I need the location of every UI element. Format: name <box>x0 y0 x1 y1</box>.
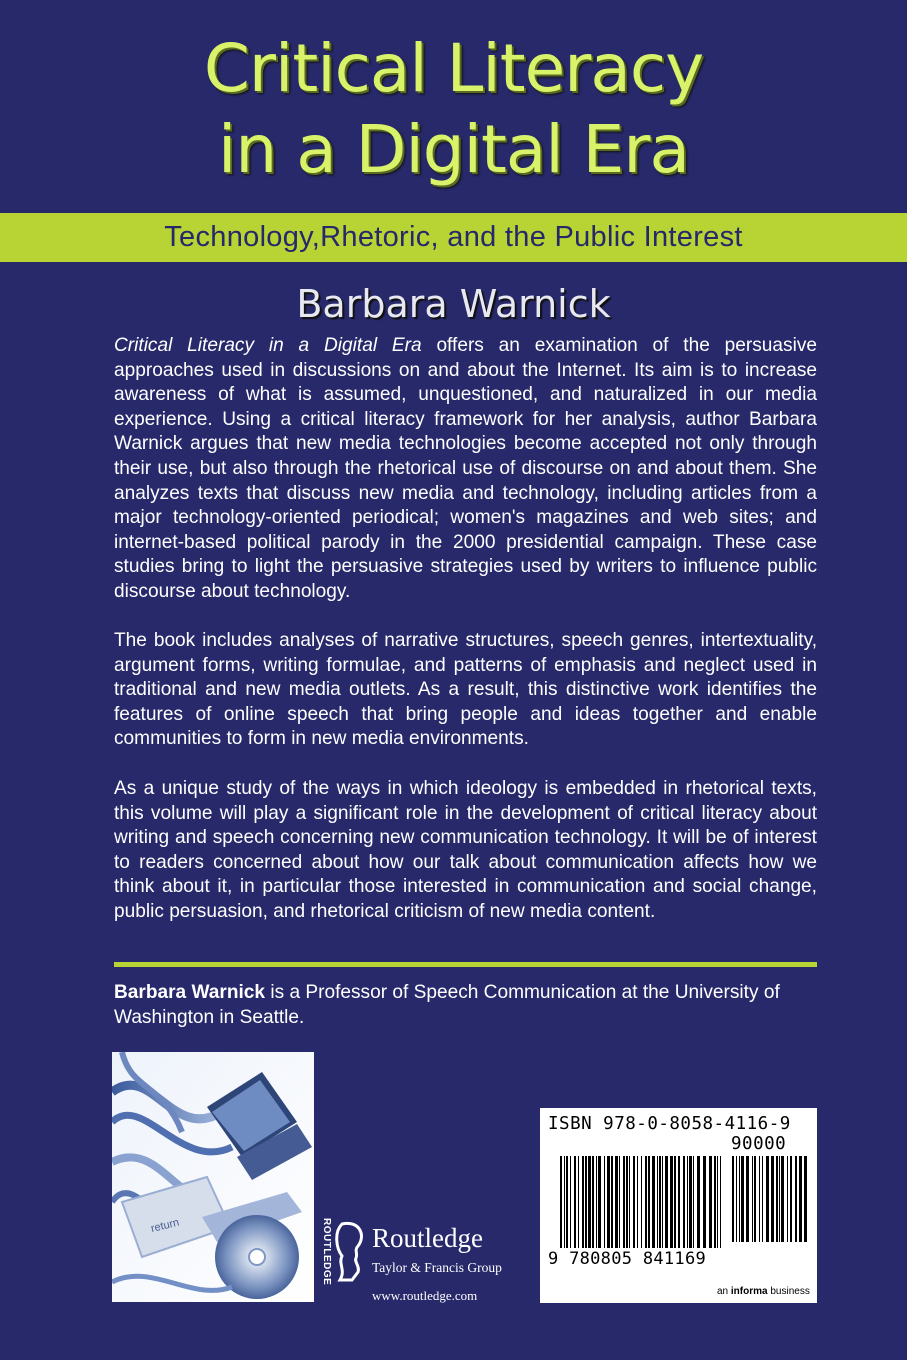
barcode-bar <box>662 1156 663 1248</box>
title-reference: Critical Literacy in a Digital Era <box>114 335 422 356</box>
barcode-bar <box>645 1156 647 1248</box>
barcode-bar <box>683 1156 685 1248</box>
informa-label <box>717 1286 810 1297</box>
barcode-bar <box>570 1156 571 1248</box>
author-bio-name: Barbara Warnick <box>114 982 266 1003</box>
barcode-bar <box>717 1156 718 1248</box>
barcode-bar <box>626 1156 628 1248</box>
barcode-bar <box>665 1156 668 1248</box>
description-paragraph-1-text: offers an examination of the persuasive approaches used in discussions on and about the Internet. Its aim is to increase awareness of what is assumed, unquestioned, and naturalized in our media experience. Using a critical literacy framework for her analysis, author Barbara Warnick argues that new media technologies become accepted not only through their use, but also through the rhetorical use of discourse on and about them. She analyzes texts that discuss new media and technology, including articles from a major technology-oriented periodical; women's magazines and web sites; and internet-based political parody in the 2000 presidential campaign. These case studies bring to light the persuasive strategies used by writers to influence public discourse about technology. <box>114 335 817 602</box>
barcode-bar <box>689 1156 692 1248</box>
divider-rule <box>114 962 817 967</box>
barcode-bar <box>697 1156 700 1248</box>
barcode-bar <box>779 1156 780 1242</box>
barcode-bar <box>766 1156 769 1242</box>
barcode-bar <box>578 1156 579 1248</box>
description-paragraph-3: As a unique study of the ways in which ideology is embedded in rhetorical texts, this volume will play a significant role in the development of critical literacy about writing and speech concerning new communication technology. It will be of interest to readers concerned about how our talk about communication affects how we think about it, in particular those interested in communication and social change, public persuasion, and rhetorical criticism of new media content. <box>114 778 817 922</box>
informa-suffix: business <box>767 1286 810 1297</box>
barcode-bar <box>795 1156 797 1242</box>
barcode-bar <box>741 1156 744 1242</box>
barcode-bar <box>619 1156 620 1248</box>
barcode-bar <box>611 1156 613 1248</box>
informa-prefix: an <box>717 1286 731 1297</box>
barcode-bar <box>678 1156 680 1248</box>
barcode-bar <box>674 1156 676 1248</box>
barcode-bar <box>687 1156 688 1248</box>
cover-photo <box>112 1052 314 1302</box>
book-subtitle: Technology,Rhetoric, and the Public Interest <box>164 221 743 253</box>
barcode-bar <box>604 1156 605 1248</box>
barcode-bar <box>564 1156 565 1248</box>
barcode-bar <box>703 1156 706 1248</box>
barcode-bar <box>736 1156 737 1242</box>
barcode-bar <box>629 1156 630 1248</box>
barcode-bar <box>566 1156 568 1248</box>
informa-bold: informa <box>730 1286 768 1297</box>
barcode-bar <box>739 1156 740 1242</box>
publisher-side-label: ROUTLEDGE <box>321 1218 332 1286</box>
barcode-bar <box>709 1156 712 1248</box>
isbn-text: ISBN 978-0-8058-4116-9 <box>548 1114 791 1134</box>
barcode-bar <box>762 1156 763 1242</box>
description-paragraph-1 <box>114 334 817 605</box>
barcode-bar <box>693 1156 694 1248</box>
technology-collage-image <box>112 1052 314 1302</box>
author-bio <box>114 980 834 1030</box>
barcode-bar <box>623 1156 625 1248</box>
barcode-panel <box>540 1108 817 1303</box>
barcode-bar <box>652 1156 655 1248</box>
author-bio-text: is a Professor of Speech Communication at the University of Washington in Seattle. <box>114 982 780 1028</box>
barcode-bar <box>607 1156 610 1248</box>
barcode-bar <box>752 1156 753 1242</box>
routledge-head-icon <box>334 1220 368 1282</box>
barcode-bar <box>759 1156 760 1242</box>
publisher-group: Taylor & Francis Group <box>372 1260 502 1275</box>
book-title-line-1: Critical Literacy <box>203 30 704 107</box>
barcode-bar <box>781 1156 784 1242</box>
barcode-bar <box>588 1156 591 1248</box>
barcode-bar <box>771 1156 774 1242</box>
barcode-bar <box>746 1156 749 1242</box>
barcode-bar <box>659 1156 661 1248</box>
ean-digits: 9 780805 841169 <box>548 1249 707 1269</box>
book-title-line-2: in a Digital Era <box>218 111 689 188</box>
barcode-bar <box>641 1156 642 1248</box>
barcode-bar <box>776 1156 778 1242</box>
barcode-bar <box>592 1156 594 1248</box>
barcode-bar <box>787 1156 788 1242</box>
barcode-bar <box>637 1156 638 1248</box>
addon-barcode <box>732 1156 808 1242</box>
barcode-bar <box>804 1156 807 1242</box>
barcode-bar <box>574 1156 576 1248</box>
barcode-bar <box>615 1156 618 1248</box>
barcode-bar <box>790 1156 792 1242</box>
price-addon-text: 90000 <box>731 1134 787 1154</box>
barcode-bar <box>754 1156 756 1242</box>
barcode-bar <box>582 1156 584 1248</box>
description-paragraph-2: The book includes analyses of narrative structures, speech genres, intertextuality, argument forms, writing formulae, and patterns of emphasis and neglect used in traditional and new media outlets. As a result, this distinctive work identifies the features of online speech that bring people and ideas together and enable communities to form in new media environments. <box>114 630 817 750</box>
barcode-bar <box>633 1156 635 1248</box>
ean-barcode <box>560 1156 723 1248</box>
barcode-bar <box>657 1156 658 1248</box>
publisher-name: Routledge <box>372 1223 483 1253</box>
barcode-bar <box>670 1156 673 1248</box>
barcode-bar <box>648 1156 650 1248</box>
barcode-bar <box>720 1156 721 1248</box>
barcode-bar <box>799 1156 802 1242</box>
barcode-bar <box>560 1156 562 1248</box>
barcode-bar <box>585 1156 587 1248</box>
author-name: Barbara Warnick <box>296 282 611 326</box>
publisher-logo <box>318 1218 536 1288</box>
barcode-bar <box>596 1156 597 1248</box>
barcode-bar <box>732 1156 734 1242</box>
keyboard-key-label: return <box>149 1216 181 1236</box>
barcode-bar <box>714 1156 716 1248</box>
barcode-bar <box>598 1156 601 1248</box>
publisher-website: www.routledge.com <box>372 1288 478 1303</box>
